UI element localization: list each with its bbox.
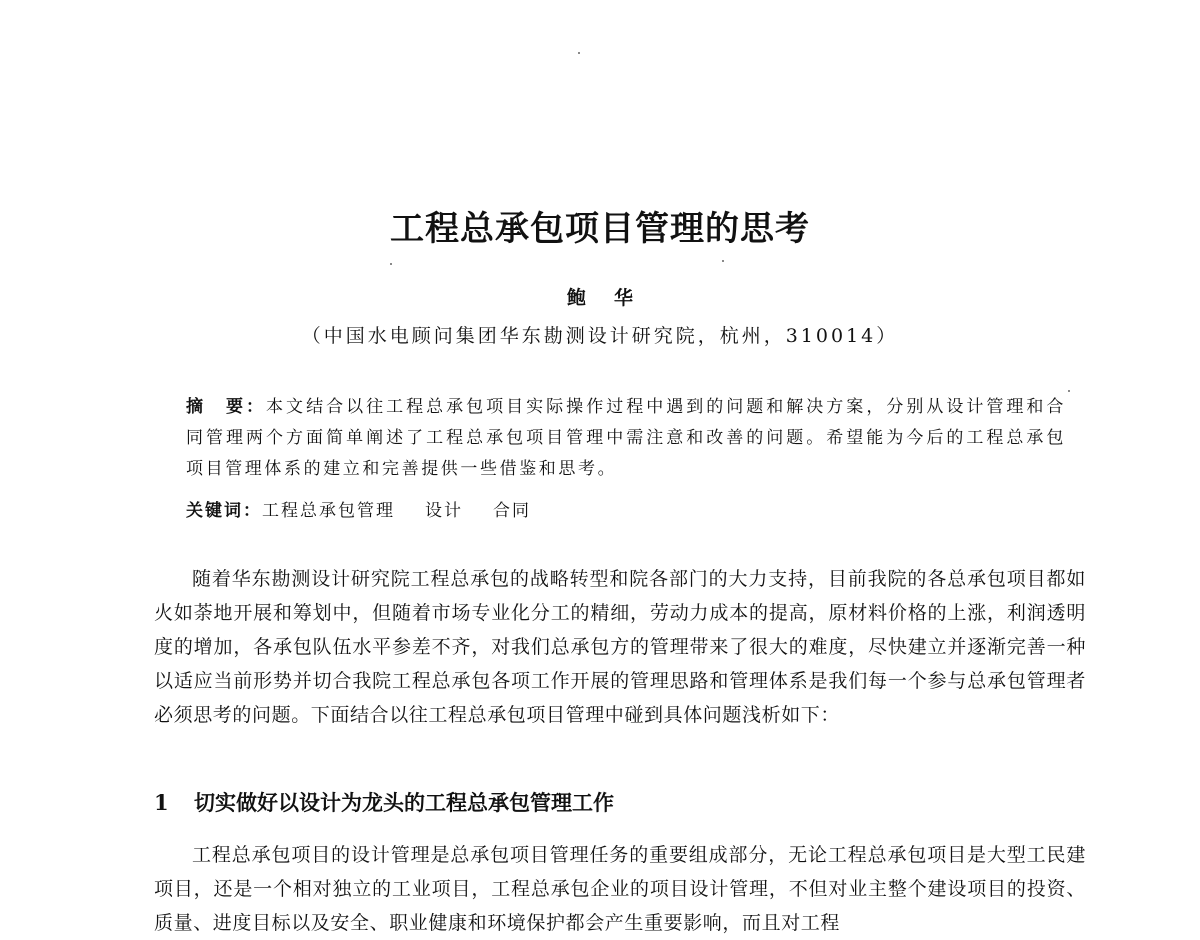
section-title: 切实做好以设计为龙头的工程总承包管理工作 [194,790,614,815]
abstract-label: 摘 要： [186,397,267,417]
abstract-text: 本文结合以往工程总承包项目实际操作过程中遇到的问题和解决方案，分别从设计管理和合同管理两个方面简单阐述了工程总承包项目管理中需注意和改善的问题。希望能为今后的工程总承包项目管理体系的建立和完善提供一些借鉴和思考。 [186,397,1067,479]
paper-title: 工程总承包项目管理的思考 [390,209,810,249]
section-heading-1 [154,786,614,820]
keyword-item: 合同 [493,501,531,521]
author-affiliation: （中国水电顾问集团华东勘测设计研究院，杭州，310014） [301,325,899,347]
scan-speck [390,263,392,265]
keyword-item: 工程总承包管理 [262,501,395,521]
body-paragraph-intro: 随着华东勘测设计研究院工程总承包的战略转型和院各部门的大力支持，目前我院的各总承包项目都如火如荼地开展和筹划中，但随着市场专业化分工的精细，劳动力成本的提高，原材料价格的上涨，利润透明度的增加，各承包队伍水平参差不齐，对我们总承包方的管理带来了很大的难度，尽快建立并逐渐完善一种以适应当前形势并切合我院工程总承包各项工作开展的管理思路和管理体系是我们每一个参与总承包管理者必须思考的问题。下面结合以往工程总承包项目管理中碰到具体问题浅析如下： [154,568,1086,726]
keyword-item: 设计 [425,501,463,521]
scan-speck [1068,390,1070,392]
keywords-block [186,496,1066,526]
scan-speck [722,260,724,262]
abstract-block [186,392,1066,485]
author-name: 鲍华 [566,287,661,309]
body-paragraph-section-1: 工程总承包项目的设计管理是总承包项目管理任务的重要组成部分，无论工程总承包项目是大型工民建项目，还是一个相对独立的工业项目，工程总承包企业的项目设计管理，不但对业主整个建设项目的投资、质量、进度目标以及安全、职业健康和环境保护都会产生重要影响，而且对工程 [154,844,1086,934]
section-number: 1 [154,790,169,815]
keywords-label: 关键词： [186,501,262,521]
scan-speck [578,52,580,54]
